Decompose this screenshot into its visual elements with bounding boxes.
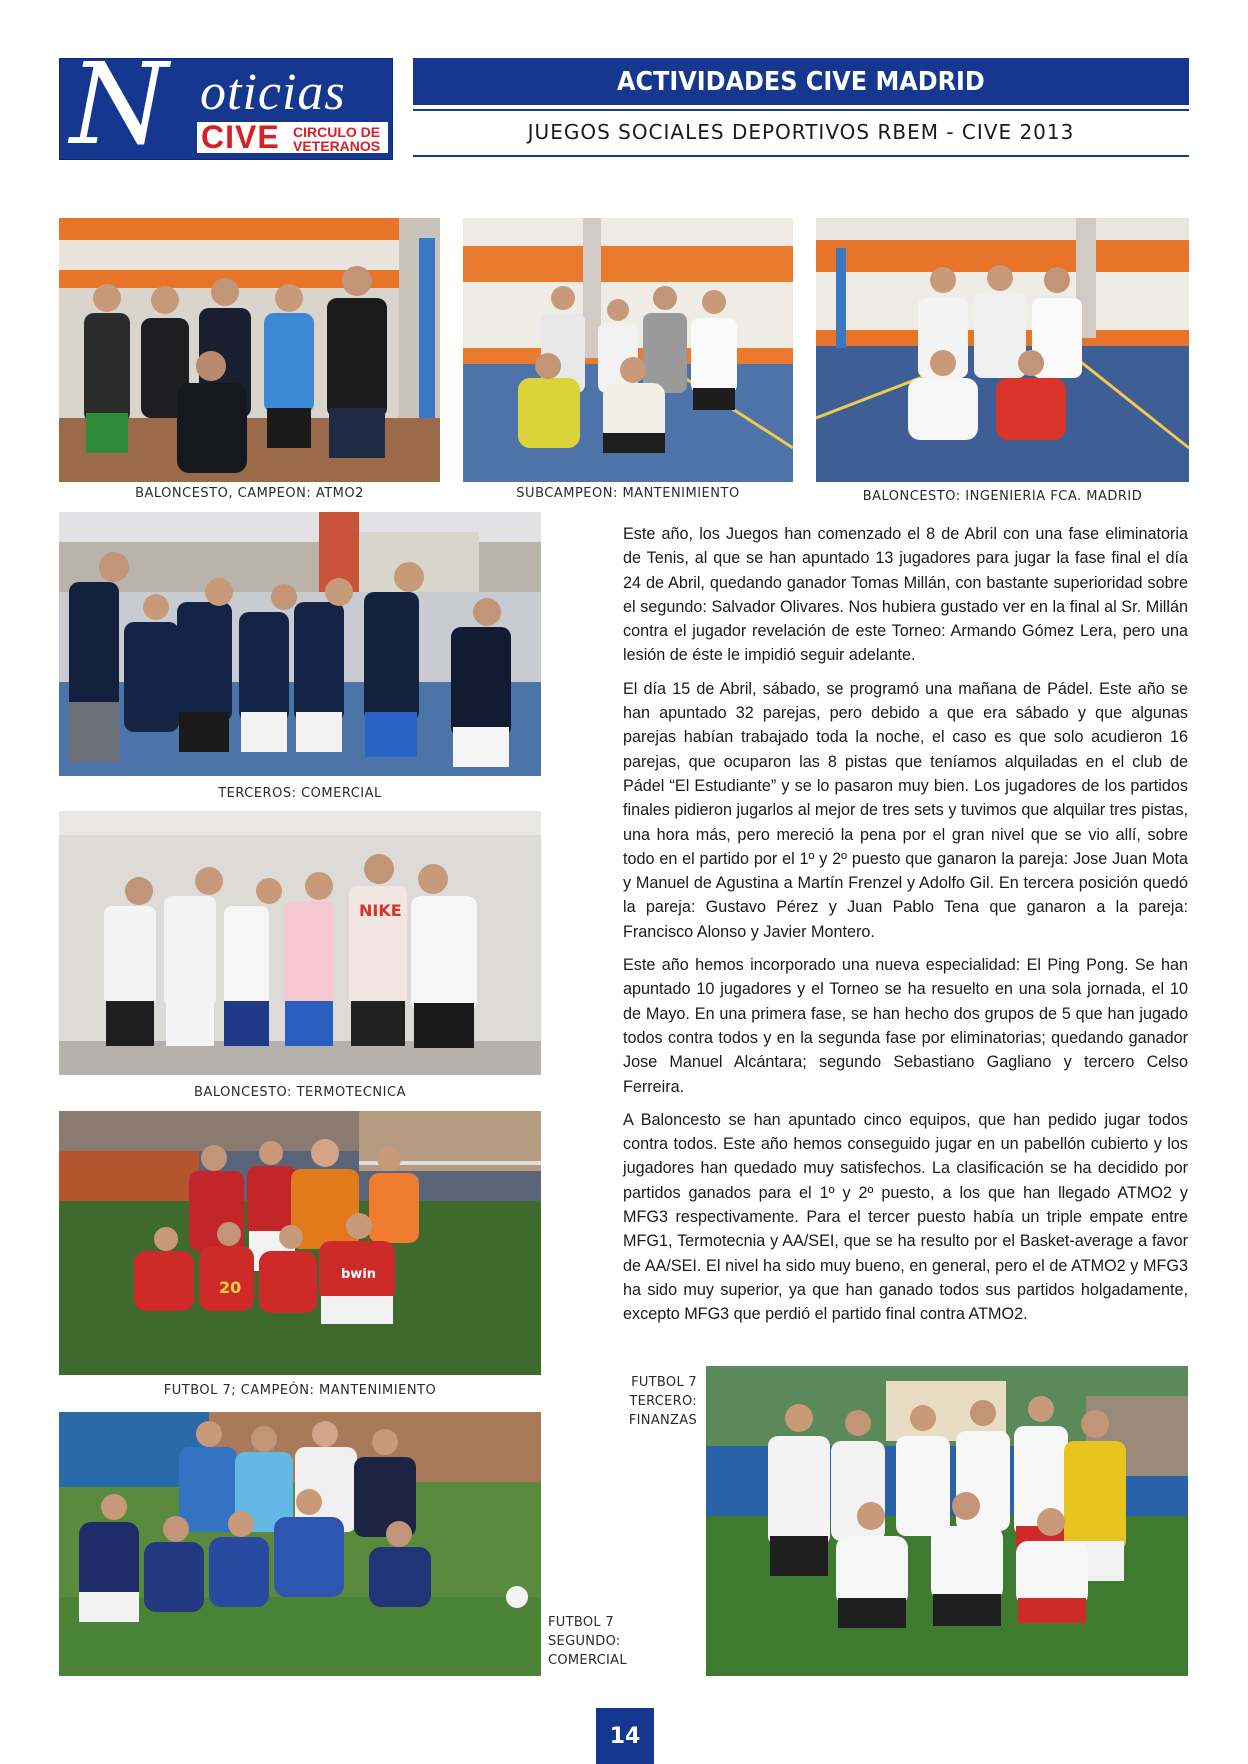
logo-subtitle-line2: VETERANOS	[293, 138, 381, 154]
photo-terceros-comercial	[59, 512, 541, 776]
article-paragraph: Este año hemos incorporado una nueva especialidad: El Ping Pong. Se han apuntado 10 jugadores y el Torneo se ha resuelto en una sola jornada, el 10 de Mayo. En una primera fase, se han hecho dos grupos de 5 que han jugado todos contra todos y en la segunda fase por eliminatorias; quedando ganador Jose Manuel Alcántara; segundo Sebastiano Gagliano y tercero Celso Ferreira.	[623, 956, 1188, 1096]
article-body	[623, 522, 1188, 1336]
page-number: 14	[596, 1708, 654, 1764]
header-rule-top	[413, 109, 1189, 111]
caption-photo-6: FUTBOL 7; CAMPEÓN: MANTENIMIENTO	[163, 1383, 437, 1398]
caption-photo-2: SUBCAMPEON: MANTENIMIENTO	[516, 486, 740, 501]
photo-subcampeon-mantenimiento	[463, 218, 793, 482]
photo-futbol7-finanzas	[706, 1366, 1188, 1676]
photo-baloncesto-ingenieria	[816, 218, 1189, 482]
caption-photo-4: TERCEROS: COMERCIAL	[218, 786, 382, 801]
logo-brand: CIVE	[201, 119, 280, 155]
article-paragraph: A Baloncesto se han apuntado cinco equipos, que han pedido jugar todos contra todos. Este año hemos conseguido jugar en un pabellón cubierto y los jugadores han quedado muy satisfechos. La clasificación se ha decidido por partidos ganados para el 1º y 2º puesto, a los que han llegado ATMO2 y MFG3 respectivamente. Para el tercer puesto había un triple empate entre MFG1, Termotecnia y AA/SEI, que se ha resulto por el Basket-average a favor de AA/SEI. El nivel ha sido muy bueno, en general, pero el de ATMO2 y MFG3 ha sido muy superior, ya que han ganado todos sus partidos holgadamente, excepto MFG3 que perdió el partido final contra ATMO2.	[623, 1110, 1188, 1324]
caption-photo-8-line3: FINANZAS	[628, 1413, 697, 1428]
caption-photo-3: BALONCESTO: INGENIERIA FCA. MADRID	[862, 489, 1143, 504]
caption-photo-7-line3: COMERCIAL	[548, 1653, 627, 1668]
caption-photo-7	[548, 1613, 638, 1670]
logo-letter: N	[70, 40, 168, 170]
caption-photo-5: BALONCESTO: TERMOTECNICA	[194, 1085, 406, 1100]
jersey-nike-text: NIKE	[359, 901, 402, 920]
caption-photo-7-line2: SEGUNDO:	[548, 1634, 621, 1649]
header-rule-bottom	[413, 155, 1189, 157]
photo-futbol7-mantenimiento	[59, 1111, 541, 1375]
section-title-bar	[413, 58, 1189, 105]
jersey-sponsor-text: bwin	[341, 1267, 377, 1282]
article-paragraph: Este año, los Juegos han comenzado el 8 de Abril con una fase eliminatoria de Tenis, al que se han apuntado 13 jugadores para jugar la fase final el día 24 de Abril, quedando ganador Tomas Millán, con bastante superioridad sobre el segundo: Salvador Olivares. Nos hubiera gustado ver en la final al Sr. Millán contra el jugador revelación de este Torneo: Armando Gómez Lera, pero una lesión de éste le impidió seguir adelante.	[623, 525, 1188, 665]
logo-subtitle-line1: CIRCULO DE	[293, 124, 381, 140]
photo-futbol7-comercial	[59, 1412, 541, 1676]
caption-photo-8-line2: TERCERO:	[629, 1394, 697, 1409]
photo-baloncesto-atmo2	[59, 218, 440, 482]
caption-photo-7-line1: FUTBOL 7	[548, 1615, 614, 1630]
noticias-cive-logo	[59, 40, 393, 170]
caption-photo-8-line1: FUTBOL 7	[631, 1375, 697, 1390]
caption-photo-1: BALONCESTO, CAMPEON: ATMO2	[135, 486, 364, 501]
caption-photo-8	[625, 1373, 697, 1430]
section-subtitle: JUEGOS SOCIALES DEPORTIVOS RBEM - CIVE 2013	[527, 120, 1075, 144]
article-paragraph: El día 15 de Abril, sábado, se programó una mañana de Pádel. Este año se han apuntado 32 parejas, pero debido a que era sábado y que algunas parejas habían trabajado toda la noche, el caso es que solo acudieron 16 parejas, que ocuparon las 8 pistas que teníamos alquiladas en el club de Pádel “El Estudiante” y se lo pasaron muy bien. Los jugadores de los partidos finales pidieron jugarlos al mejor de tres sets y tuvimos que alquilar tres pistas, una hora más, pero mereció la pena por el gran nivel que se vio allí, sobre todo en el partido por el 1º y 2º puesto que ganaron la pareja: Jose Juan Mota y Manuel de Agustina a Martín Frenzel y Adolfo Gil. En tercera posición quedó la pareja: Gustavo Pérez y Juan Pablo Tena que ganaron a la pareja: Francisco Alonso y Javier Montero.	[623, 679, 1188, 941]
section-title: ACTIVIDADES CIVE MADRID	[617, 66, 985, 97]
jersey-number-text: 20	[219, 1278, 242, 1297]
logo-word: oticias	[200, 64, 346, 121]
photo-baloncesto-termotecnica	[59, 811, 541, 1075]
